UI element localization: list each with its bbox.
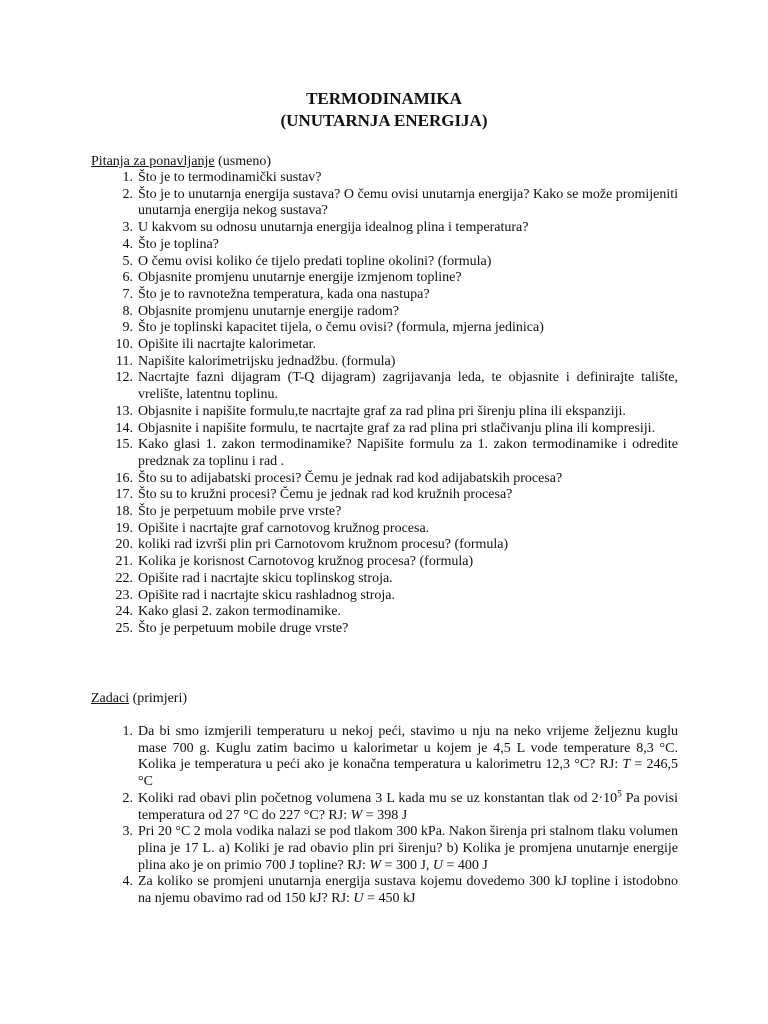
tasks-heading-note: (primjeri) (129, 691, 188, 706)
task-answer: = 398 J (362, 807, 408, 823)
question-item (91, 287, 678, 304)
question-number: 4. (122, 236, 133, 252)
questions-heading-note: (usmeno) (214, 154, 272, 169)
question-number: 14. (115, 420, 133, 436)
question-number: 7. (122, 286, 133, 302)
question-text: Objasnite promjenu unutarnje energije radom? (138, 303, 399, 319)
question-number: 9. (122, 320, 133, 336)
question-number: 10. (115, 337, 133, 353)
task-variable: W (369, 857, 382, 873)
questions-heading (91, 153, 271, 170)
question-number: 8. (122, 303, 133, 319)
question-item (91, 554, 678, 571)
task-answer: = 300 J, (381, 857, 433, 873)
question-text: Što je to unutarnja energija sustava? O čemu ovisi unutarnja energija? Kako se može promijeniti unutarnja energija nekog sustava? (138, 186, 678, 219)
question-text: Što su to kružni procesi? Čemu je jednak rad kod kružnih procesa? (138, 487, 513, 503)
task-text: Pa povisi temperatura od 27 °C do 227 °C? RJ: (138, 790, 678, 823)
tasks-list (91, 724, 678, 908)
question-number: 18. (115, 504, 133, 520)
task-variable: W (350, 807, 363, 823)
question-number: 20. (115, 537, 133, 553)
question-item (91, 621, 678, 638)
question-item (91, 220, 678, 237)
question-text: Kolika je korisnost Carnotovog kružnog procesa? (formula) (138, 554, 474, 570)
question-text: Što je to ravnotežna temperatura, kada ona nastupa? (138, 286, 430, 302)
question-text: Što je to termodinamički sustav? (138, 170, 322, 185)
question-number: 25. (115, 620, 133, 636)
question-text: Objasnite i napišite formulu, te nacrtajte graf za rad plina pri stlačivanju plina ili kompresiji. (138, 420, 656, 436)
question-item (91, 187, 678, 220)
task-item (91, 724, 678, 791)
question-item (91, 354, 678, 371)
question-text: Kako glasi 1. zakon termodinamike? Napišite formulu za 1. zakon termodinamike i odredite predznak za toplinu i rad . (138, 437, 678, 469)
question-number: 2. (122, 186, 133, 202)
question-number: 12. (115, 370, 133, 386)
question-item (91, 504, 678, 521)
question-item (91, 537, 678, 554)
task-number: 1. (122, 724, 133, 739)
task-answer: = 450 kJ (363, 891, 416, 907)
question-text: Objasnite i napišite formulu,te nacrtajte graf za rad plina pri širenju plina ili ekspanziji. (138, 403, 626, 419)
task-number: 2. (122, 790, 133, 806)
question-text: Objasnite promjenu unutarnje energije izmjenom topline? (138, 270, 462, 286)
question-number: 23. (115, 587, 133, 603)
question-item (91, 588, 678, 605)
question-item (91, 170, 678, 187)
question-text: Kako glasi 2. zakon termodinamike. (138, 604, 341, 620)
question-item (91, 320, 678, 337)
question-number: 16. (115, 470, 133, 486)
question-text: Što je perpetuum mobile druge vrste? (138, 620, 349, 636)
question-number: 24. (115, 604, 133, 620)
question-number: 15. (115, 437, 133, 453)
question-item (91, 370, 678, 403)
task-answer: = 246,5 °C (138, 757, 678, 790)
document-title: TERMODINAMIKA (306, 89, 462, 108)
question-number: 21. (115, 554, 133, 570)
task-item (91, 874, 678, 907)
question-text: Napišite kalorimetrijsku jednadžbu. (formula) (138, 353, 396, 369)
question-item (91, 421, 678, 438)
task-text: Da bi smo izmjerili temperaturu u nekoj peći, stavimo u nju na neko vrijeme željeznu kuglu mase 700 g. Kuglu zatim bacimo u kalorimetar u kojem je 4,5 L vode temperature 8,3 °C. Kolika je temperatura u peći ako je konačna temperatura u kalorimetru 12,3 °C? RJ: (138, 724, 678, 773)
task-answer: = 400 J (443, 857, 488, 873)
question-number: 13. (115, 403, 133, 419)
task-text: Pri 20 °C 2 mola vodika nalazi se pod tlakom 300 kPa. Nakon širenja pri stalnom tlaku volumen plina je 17 L. a) Koliki je rad obavio plin pri širenju? b) Kolika je promjena unutarnje energije plina ako je on primio 700 J topline? RJ: (138, 824, 678, 873)
question-item (91, 270, 678, 287)
question-text: Opišite rad i nacrtajte skicu rashladnog stroja. (138, 587, 395, 603)
task-number: 4. (122, 874, 133, 890)
question-item (91, 254, 678, 271)
question-text: Što je toplina? (138, 236, 219, 252)
question-text: O čemu ovisi koliko će tijelo predati topline okolini? (formula) (138, 253, 492, 269)
task-variable: U (353, 891, 364, 907)
question-text: U kakvom su odnosu unutarnja energija idealnog plina i temperatura? (138, 220, 529, 236)
tasks-heading (91, 690, 187, 707)
task-item (91, 824, 678, 874)
question-number: 1. (122, 170, 133, 185)
question-text: Što je toplinski kapacitet tijela, o čemu ovisi? (formula, mjerna jedinica) (138, 320, 544, 336)
question-item (91, 487, 678, 504)
task-variable: T (622, 757, 631, 773)
question-number: 11. (116, 353, 133, 369)
question-item (91, 521, 678, 538)
question-text: Što je perpetuum mobile prve vrste? (138, 504, 342, 520)
question-text: koliki rad izvrši plin pri Carnotovom kružnom procesu? (formula) (138, 537, 509, 553)
question-item (91, 604, 678, 621)
task-text: Koliki rad obavi plin početnog volumena 3 L kada mu se uz konstantan tlak od 2·10 (138, 790, 618, 806)
questions-list (91, 170, 678, 638)
task-number: 3. (122, 824, 133, 840)
question-text: Opišite rad i nacrtajte skicu toplinskog stroja. (138, 570, 393, 586)
question-item (91, 304, 678, 321)
question-item (91, 471, 678, 488)
question-item (91, 404, 678, 421)
question-item (91, 571, 678, 588)
tasks-heading-label: Zadaci (91, 691, 130, 706)
task-item (91, 788, 678, 824)
question-number: 19. (115, 520, 133, 536)
question-number: 6. (122, 270, 133, 286)
question-number: 3. (122, 220, 133, 236)
question-number: 17. (115, 487, 133, 503)
question-text: Opišite i nacrtajte graf carnotovog kružnog procesa. (138, 520, 430, 536)
question-text: Što su to adijabatski procesi? Čemu je jednak rad kod adijabatskih procesa? (138, 470, 563, 486)
task-text: Za koliko se promjeni unutarnja energija sustava kojemu dovedemo 300 kJ topline i istodobno na njemu obavimo rad od 150 kJ? RJ: (138, 874, 678, 907)
question-item (91, 437, 678, 470)
task-exponent: 5 (617, 788, 622, 799)
question-item (91, 237, 678, 254)
question-text: Nacrtajte fazni dijagram (T-Q dijagram) zagrijavanja leda, te objasnite i definirajte talište, vrelište, latentnu toplinu. (138, 370, 678, 403)
question-number: 5. (122, 253, 133, 269)
question-item (91, 337, 678, 354)
document-subtitle: (UNUTARNJA ENERGIJA) (280, 111, 488, 130)
question-text: Opišite ili nacrtajte kalorimetar. (138, 337, 317, 353)
questions-heading-label: Pitanja za ponavljanje (91, 154, 215, 169)
task-variable: U (432, 857, 444, 873)
question-number: 22. (115, 570, 133, 586)
